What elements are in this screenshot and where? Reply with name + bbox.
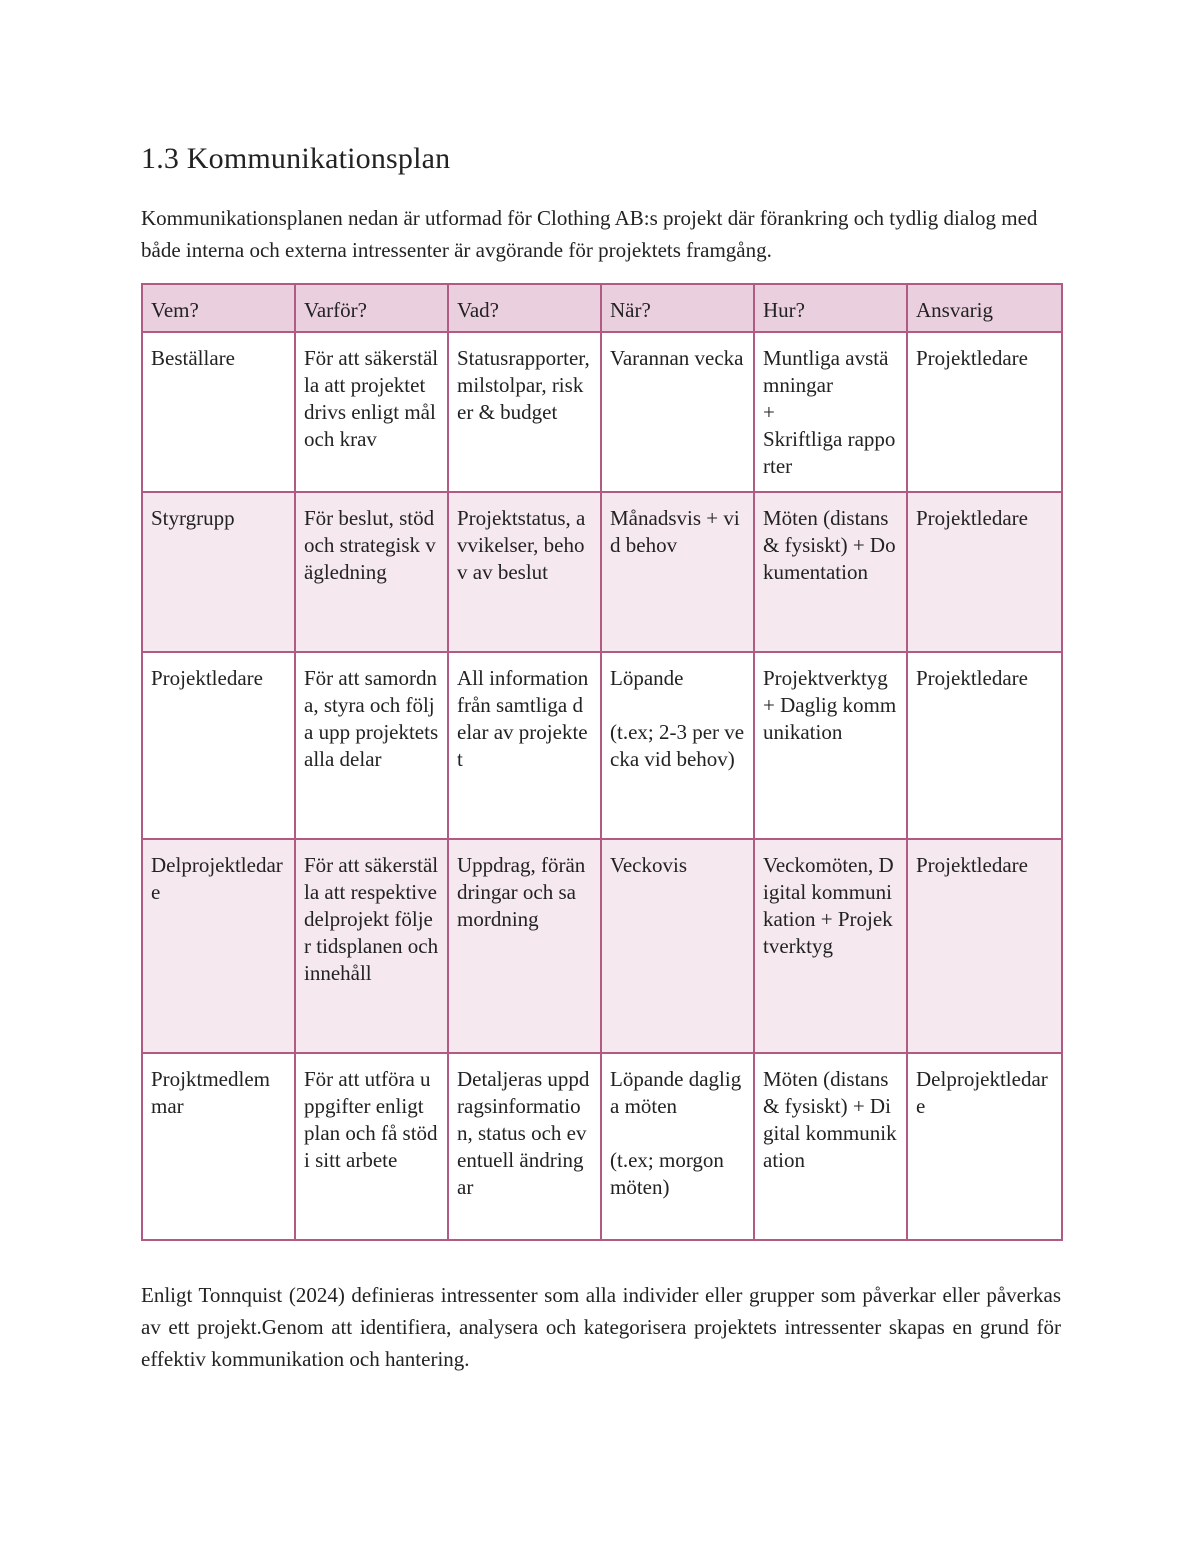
header-ansvarig: Ansvarig bbox=[907, 284, 1062, 332]
cell-hur: Projektverktyg + Daglig kommunikation bbox=[754, 652, 907, 839]
cell-hur: Muntliga avstämningar + Skriftliga rapporter bbox=[754, 332, 907, 492]
intro-paragraph: Kommunikationsplanen nedan är utformad för Clothing AB:s projekt där förankring och tydlig dialog med både interna och externa intressenter är avgörande för projektets framgång. bbox=[141, 206, 1038, 262]
cell-ansvarig: Projektledare bbox=[907, 492, 1062, 652]
table-row bbox=[142, 1053, 1062, 1240]
cell-varfor: För att säkerställa att respektive delprojekt följer tidsplanen och innehåll bbox=[295, 839, 448, 1053]
cell-vem: Beställare bbox=[142, 332, 295, 492]
cell-ansvarig: Delprojektledare bbox=[907, 1053, 1062, 1240]
cell-vad: Projektstatus, avvikelser, behov av beslut bbox=[448, 492, 601, 652]
cell-vad: Uppdrag, förändringar och samordning bbox=[448, 839, 601, 1053]
cell-vem: Projektledare bbox=[142, 652, 295, 839]
cell-ansvarig: Projektledare bbox=[907, 839, 1062, 1053]
cell-varfor: För att utföra uppgifter enligt plan och få stöd i sitt arbete bbox=[295, 1053, 448, 1240]
table-row bbox=[142, 839, 1062, 1053]
cell-nar: Veckovis bbox=[601, 839, 754, 1053]
cell-nar: Månadsvis + vid behov bbox=[601, 492, 754, 652]
cell-nar: Löpande (t.ex; 2-3 per vecka vid behov) bbox=[601, 652, 754, 839]
header-hur: Hur? bbox=[754, 284, 907, 332]
table-row bbox=[142, 652, 1062, 839]
cell-hur: Veckomöten, Digital kommunikation + Projektverktyg bbox=[754, 839, 907, 1053]
header-varfor: Varför? bbox=[295, 284, 448, 332]
cell-varfor: För att säkerställa att projektet drivs enligt mål och krav bbox=[295, 332, 448, 492]
cell-varfor: För att samordna, styra och följa upp projektets alla delar bbox=[295, 652, 448, 839]
cell-hur: Möten (distans & fysiskt) + Digital kommunikation bbox=[754, 1053, 907, 1240]
outro-paragraph: Enligt Tonnquist (2024) definieras intressenter som alla individer eller grupper som påverkar eller påverkas av ett projekt.Genom att identifiera, analysera och kategorisera projektets intressenter skapas en grund för effektiv kommunikation och hantering. bbox=[141, 1283, 1061, 1371]
cell-varfor: För beslut, stöd och strategisk vägledning bbox=[295, 492, 448, 652]
header-vem: Vem? bbox=[142, 284, 295, 332]
cell-vad: Statusrapporter, milstolpar, risker & budget bbox=[448, 332, 601, 492]
cell-vad: Detaljeras uppdragsinformation, status och eventuell ändringar bbox=[448, 1053, 601, 1240]
cell-vad: All information från samtliga delar av projektet bbox=[448, 652, 601, 839]
table-row bbox=[142, 332, 1062, 492]
cell-nar: Löpande dagliga möten (t.ex; morgon möten) bbox=[601, 1053, 754, 1240]
table-row bbox=[142, 492, 1062, 652]
cell-vem: Projktmedlemmar bbox=[142, 1053, 295, 1240]
header-vad: Vad? bbox=[448, 284, 601, 332]
table-header-row bbox=[142, 284, 1062, 332]
communication-plan-table bbox=[141, 283, 1063, 1241]
cell-hur: Möten (distans & fysiskt) + Dokumentation bbox=[754, 492, 907, 652]
header-nar: När? bbox=[601, 284, 754, 332]
section-heading: 1.3 Kommunikationsplan bbox=[141, 142, 451, 175]
cell-vem: Styrgrupp bbox=[142, 492, 295, 652]
cell-ansvarig: Projektledare bbox=[907, 332, 1062, 492]
cell-nar: Varannan vecka bbox=[601, 332, 754, 492]
cell-ansvarig: Projektledare bbox=[907, 652, 1062, 839]
cell-vem: Delprojektledare bbox=[142, 839, 295, 1053]
